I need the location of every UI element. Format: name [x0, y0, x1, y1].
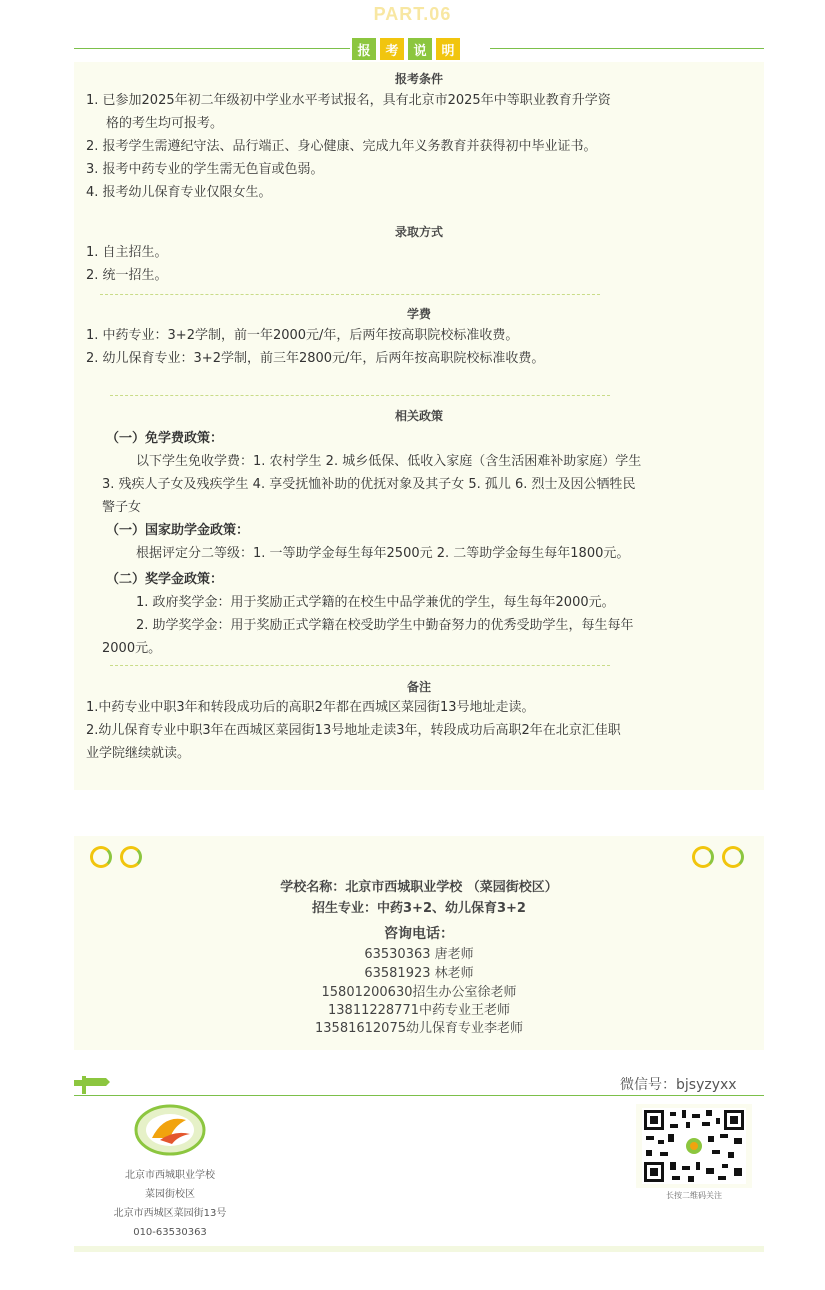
- qr-caption: 长按二维码关注: [666, 1191, 722, 1200]
- header-divider-right: [490, 48, 764, 49]
- condition-item: 格的考生均可报考。: [106, 116, 224, 131]
- condition-item: 1. 已参加2025年初二年级初中学业水平考试报名，具有北京市2025年中等职业教育升学资: [86, 93, 611, 108]
- scholarship-text: 2000元。: [102, 641, 162, 656]
- phone-line: 13811228771中药专业王老师: [328, 1003, 510, 1018]
- condition-item: 3. 报考中药专业的学生需无色盲或色弱。: [86, 162, 324, 177]
- scholarship-text: 2. 助学奖学金：用于奖励正式学籍在校受助学生中勤奋努力的优秀受助学生，每生每年: [136, 618, 634, 633]
- tag-char: 说: [408, 38, 432, 60]
- free-tuition-heading: （一）免学费政策：: [106, 431, 224, 446]
- footer-divider: [74, 1095, 764, 1096]
- part-title: PART.06: [373, 4, 452, 24]
- school-logo: [134, 1104, 206, 1160]
- decor-swirl-right-icon: [692, 846, 744, 868]
- aid-heading: （一）国家助学金政策：: [106, 523, 250, 538]
- phone-line: 63581923 林老师: [364, 966, 474, 981]
- wechat-id: 微信号：bjsyzyxx: [620, 1077, 737, 1093]
- tuition-title: 学费: [406, 307, 431, 321]
- free-tuition-text: 警子女: [102, 500, 142, 515]
- condition-item: 4. 报考幼儿保育专业仅限女生。: [86, 185, 272, 200]
- decor-swirl-left-icon: [90, 846, 142, 868]
- phone-line: 63530363 唐老师: [364, 947, 474, 962]
- phone-line: 15801200630招生办公室徐老师: [321, 985, 517, 1000]
- qr-code-icon: [642, 1108, 746, 1188]
- aid-text: 根据评定分二等级：1. 一等助学金每生每年2500元 2. 二等助学金每生每年1800元。: [136, 546, 630, 561]
- free-tuition-text: 以下学生免收学费：1. 农村学生 2. 城乡低保、低收入家庭（含生活困难补助家庭）学生: [136, 454, 642, 469]
- free-tuition-text: 3. 残疾人子女及残疾学生 4. 享受抚恤补助的优抚对象及其子女 5. 孤儿 6. 烈士及因公牺牲民: [102, 477, 636, 492]
- remark-item: 1.中药专业中职3年和转段成功后的高职2年都在西城区菜园街13号地址走读。: [86, 700, 535, 715]
- address-line: 北京市西城区菜园街13号: [113, 1208, 227, 1219]
- dashed-divider: [100, 294, 600, 295]
- address-line: 北京市西城职业学校: [125, 1170, 215, 1181]
- phone-line: 13581612075幼儿保育专业李老师: [315, 1021, 523, 1036]
- admission-item: 2. 统一招生。: [86, 268, 168, 283]
- section-tag: [352, 38, 460, 60]
- tag-char: 报: [352, 38, 376, 60]
- bottom-bar: [74, 1246, 764, 1252]
- school-address: [98, 1166, 242, 1242]
- remark-item: 业学院继续就读。: [86, 746, 191, 761]
- school-name: 学校名称：北京市西城职业学校 （菜园街校区）: [280, 880, 558, 895]
- address-line: 菜园街校区: [145, 1189, 195, 1200]
- remarks-title: 备注: [406, 680, 431, 694]
- conditions-title: 报考条件: [394, 72, 443, 86]
- policy-title: 相关政策: [394, 409, 443, 423]
- tag-char: 明: [436, 38, 460, 60]
- dashed-divider: [110, 665, 610, 666]
- scholarship-text: 1. 政府奖学金：用于奖励正式学籍的在校生中品学兼优的学生，每生每年2000元。: [136, 595, 615, 610]
- remark-item: 2.幼儿保育专业中职3年在西城区菜园街13号地址走读3年，转段成功后高职2年在北京汇佳职: [86, 723, 621, 738]
- dashed-divider: [110, 395, 610, 396]
- admission-item: 1. 自主招生。: [86, 245, 168, 260]
- admission-title: 录取方式: [394, 225, 443, 239]
- condition-item: 2. 报考学生需遵纪守法、品行端正、身心健康、完成九年义务教育并获得初中毕业证书。: [86, 139, 597, 154]
- tuition-item: 2. 幼儿保育专业：3+2学制，前三年2800元/年，后两年按高职院校标准收费。: [86, 351, 545, 366]
- tuition-item: 1. 中药专业：3+2学制，前一年2000元/年，后两年按高职院校标准收费。: [86, 328, 519, 343]
- scholarship-heading: （二）奖学金政策：: [106, 572, 224, 587]
- phone-heading: 咨询电话：: [384, 926, 454, 942]
- header-divider-left: [74, 48, 350, 49]
- enroll-majors: 招生专业：中药3+2、幼儿保育3+2: [312, 901, 526, 916]
- tag-char: 考: [380, 38, 404, 60]
- address-line: 010-63530363: [133, 1227, 207, 1238]
